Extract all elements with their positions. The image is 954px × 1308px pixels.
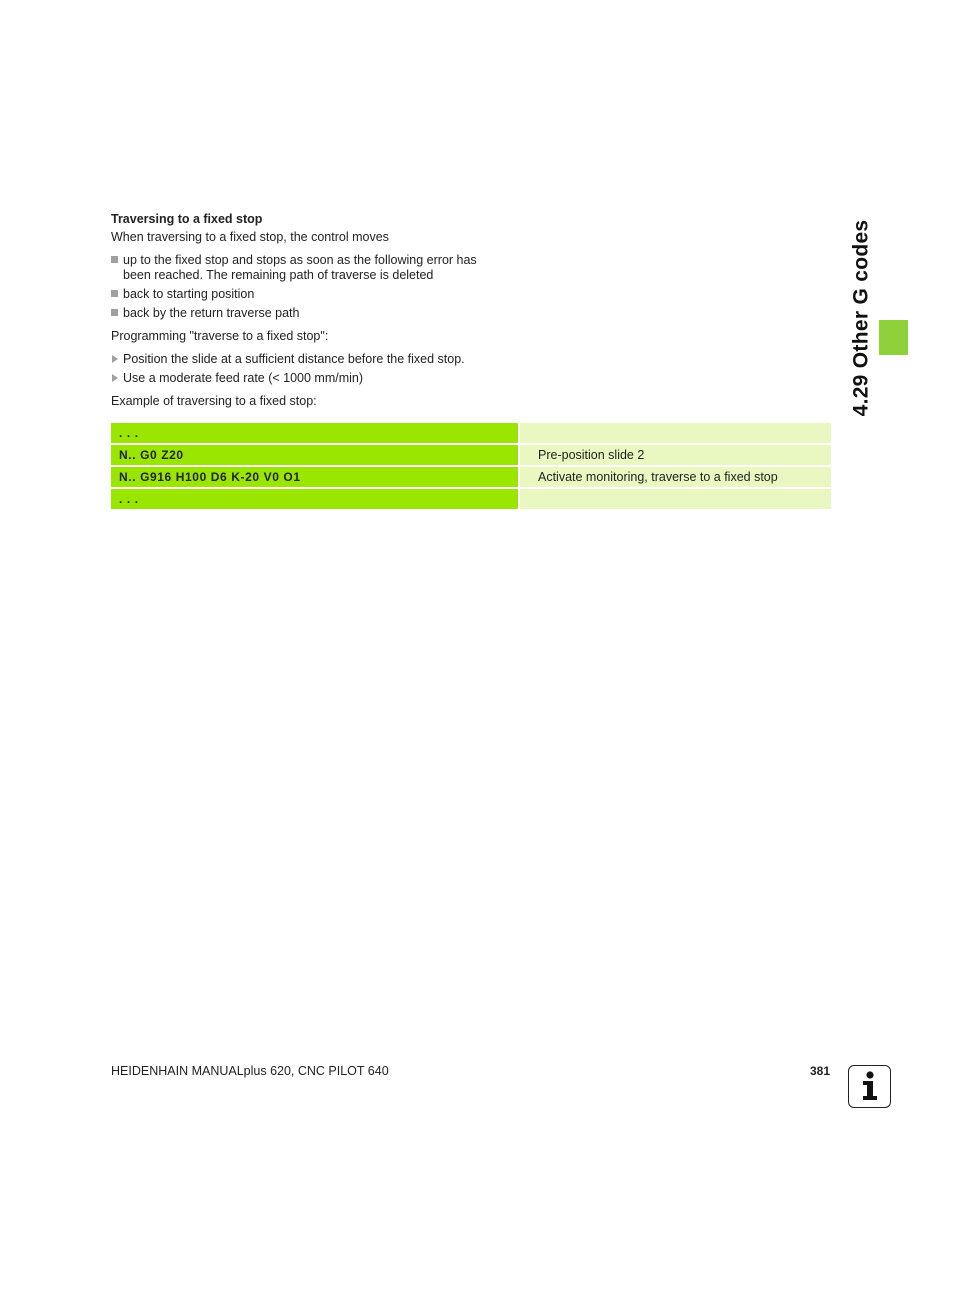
behavior-list — [111, 253, 831, 321]
description-cell — [520, 489, 831, 509]
section-heading: Traversing to a fixed stop — [111, 212, 263, 226]
info-icon-glyph — [849, 1066, 889, 1106]
manual-name: HEIDENHAIN MANUALplus 620, CNC PILOT 640 — [111, 1064, 389, 1078]
list-item-text: back to starting position — [123, 287, 255, 301]
list-item-text: up to the fixed stop and stops as soon as the following error has been reached. The remaining path of traverse is deleted — [123, 253, 477, 282]
programming-label: Programming "traverse to a fixed stop": — [111, 329, 329, 343]
table-row — [111, 423, 831, 443]
code-example-table — [111, 421, 831, 511]
list-item-text: Use a moderate feed rate (< 1000 mm/min) — [123, 371, 364, 385]
info-icon — [848, 1065, 891, 1108]
table-row — [111, 467, 831, 487]
triangle-right-icon — [112, 355, 118, 363]
steps-list — [111, 352, 831, 386]
list-item-text: Position the slide at a sufficient distance before the fixed stop. — [123, 352, 465, 366]
list-item — [111, 287, 503, 302]
code-cell: N.. G0 Z20 — [111, 445, 520, 465]
chapter-title-vertical — [836, 212, 886, 424]
square-bullet-icon — [111, 309, 118, 316]
square-bullet-icon — [111, 256, 118, 263]
list-item — [111, 352, 503, 367]
square-bullet-icon — [111, 290, 118, 297]
list-item — [111, 371, 503, 386]
table-row — [111, 445, 831, 465]
page-number: 381 — [809, 1064, 830, 1078]
main-content — [111, 212, 831, 511]
list-item — [111, 306, 503, 321]
intro-text: When traversing to a fixed stop, the control moves — [111, 230, 389, 244]
example-label: Example of traversing to a fixed stop: — [111, 394, 317, 408]
list-item — [111, 253, 503, 283]
list-item-text: back by the return traverse path — [123, 306, 300, 320]
table-row — [111, 489, 831, 509]
code-cell: . . . — [111, 489, 520, 509]
triangle-right-icon — [112, 374, 118, 382]
code-cell: . . . — [111, 423, 520, 443]
description-cell: Activate monitoring, traverse to a fixed stop — [520, 467, 831, 487]
description-cell — [520, 423, 831, 443]
code-cell: N.. G916 H100 D6 K-20 V0 O1 — [111, 467, 520, 487]
chapter-title: 4.29 Other G codes — [849, 219, 872, 417]
description-cell: Pre-position slide 2 — [520, 445, 831, 465]
